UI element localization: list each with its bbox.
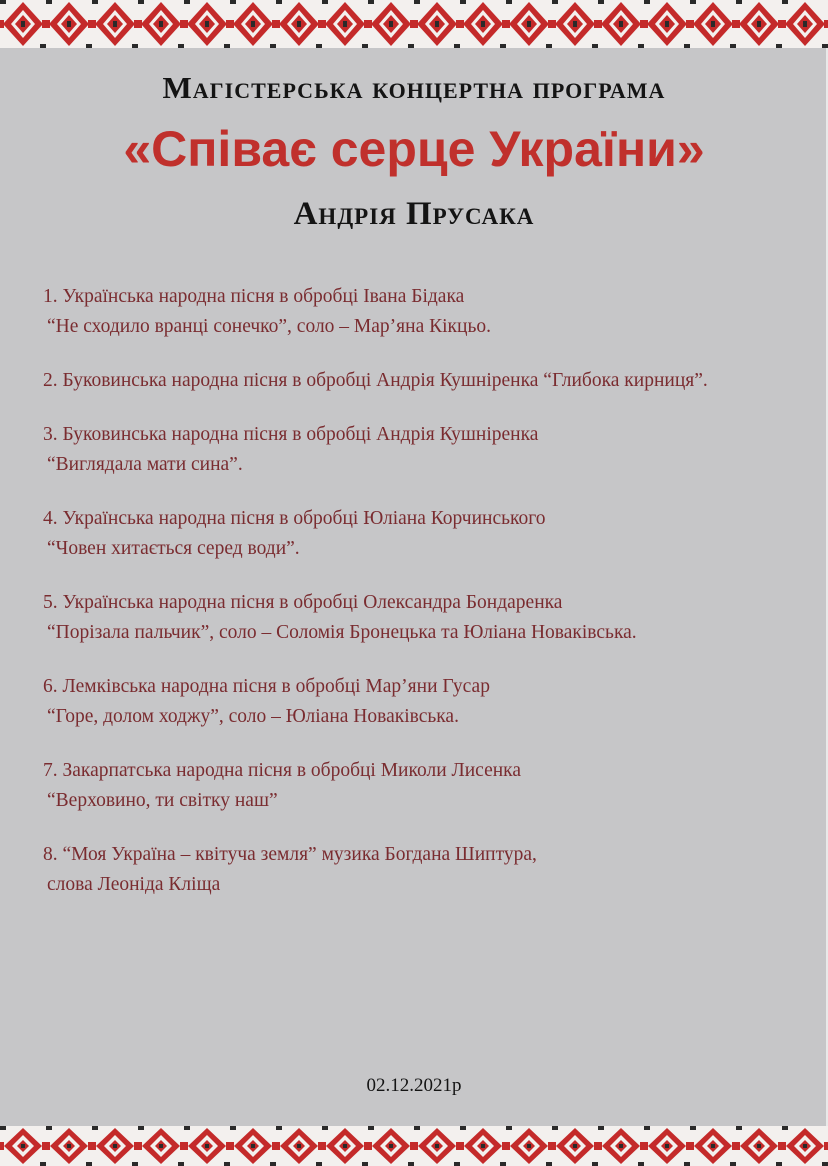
item-title: 3. Буковинська народна пісня в обробці Андрія Кушніренка: [43, 424, 539, 445]
list-item: [43, 588, 823, 648]
list-item: [43, 366, 823, 396]
item-title: 8. “Моя Україна – квітуча земля” музика Богдана Шиптура,: [43, 844, 537, 865]
embroidery-pattern-icon: [0, 1126, 828, 1166]
item-title: 5. Українська народна пісня в обробці Олександра Бондаренка: [43, 592, 563, 613]
list-item: [43, 756, 823, 816]
list-item: [43, 672, 823, 732]
program-title: «Співає серце України»: [123, 121, 705, 177]
list-item: [43, 282, 823, 342]
item-detail: “Виглядала мати сина”.: [47, 454, 243, 475]
item-title: 7. Закарпатська народна пісня в обробці Миколи Лисенка: [43, 760, 521, 781]
item-detail: “Човен хитається серед води”.: [47, 538, 300, 559]
top-embroidery-border: [0, 0, 828, 48]
item-title: 4. Українська народна пісня в обробці Юліана Корчинського: [43, 508, 546, 529]
item-title: 6. Лемківська народна пісня в обробці Мар’яни Гусар: [43, 676, 490, 697]
item-detail: слова Леоніда Кліща: [47, 874, 221, 895]
list-item: [43, 504, 823, 564]
program-subtitle: Магістерська концертна програма: [162, 70, 666, 105]
item-detail: “Горе, долом ходжу”, соло – Юліана Новаківська.: [47, 706, 459, 727]
embroidery-pattern-icon: [0, 0, 828, 48]
item-title: 1. Українська народна пісня в обробці Івана Бідака: [43, 286, 465, 307]
concert-date: 02.12.2021р: [366, 1075, 462, 1096]
item-title: 2. Буковинська народна пісня в обробці Андрія Кушніренка “Глибока кирниця”.: [43, 370, 708, 391]
list-item: [43, 420, 823, 480]
item-detail: “Не сходило вранці сонечко”, соло – Мар’яна Кікцьо.: [47, 316, 491, 337]
performer-name: Андрія Прусака: [293, 196, 535, 232]
item-detail: “Порізала пальчик”, соло – Соломія Бронецька та Юліана Новаківська.: [47, 622, 637, 643]
item-detail: “Верховино, ти світку наш”: [47, 790, 278, 811]
list-item: [43, 840, 823, 900]
bottom-embroidery-border: [0, 1126, 828, 1166]
program-list: [43, 282, 823, 924]
